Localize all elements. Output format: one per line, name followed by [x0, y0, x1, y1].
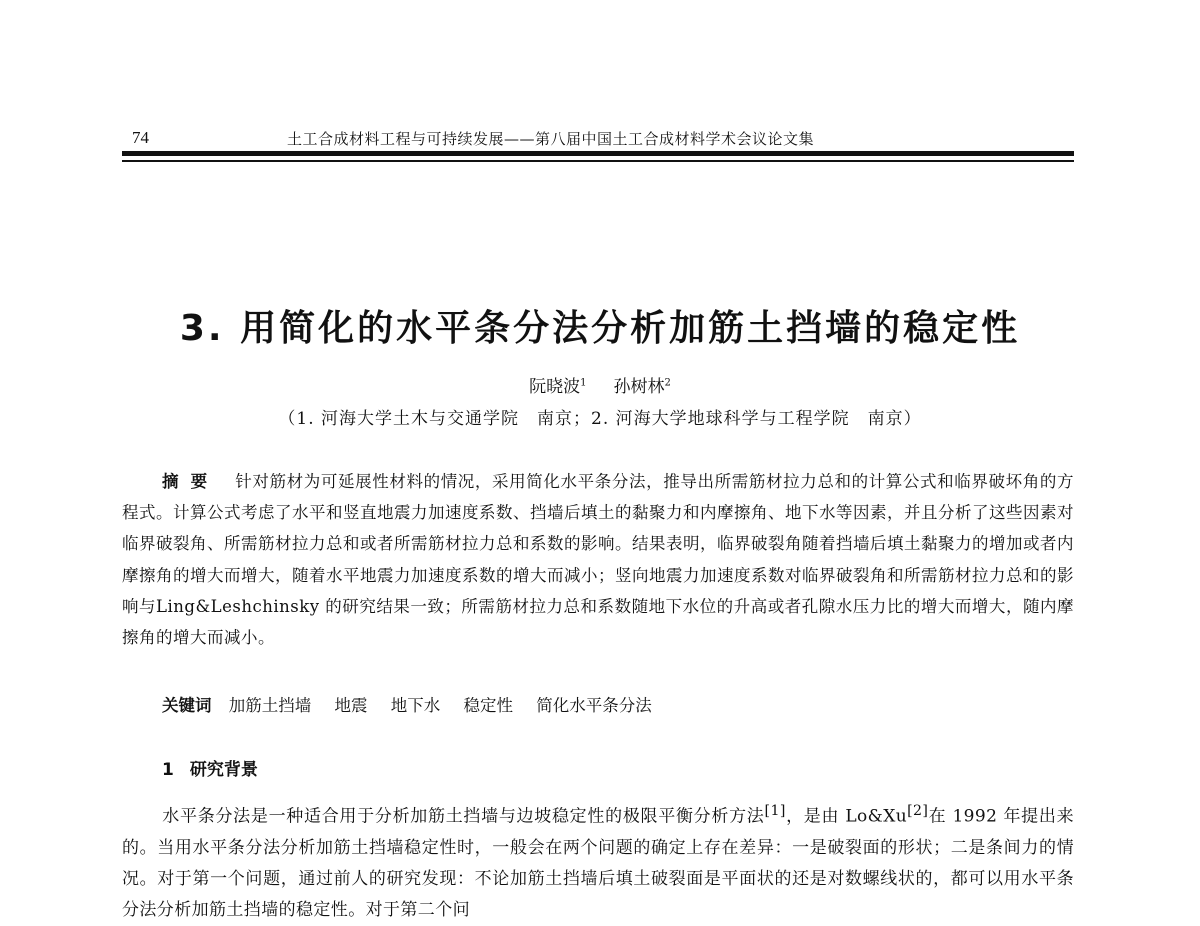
- author-line: [0, 372, 1200, 397]
- keyword: 加筋土挡墙: [228, 696, 312, 715]
- header-rule-thick: [122, 151, 1074, 156]
- keywords: [162, 692, 670, 716]
- author-name: 孙树林: [613, 377, 665, 397]
- affiliation: （1. 河海大学土木与交通学院 南京；2. 河海大学地球科学与工程学院 南京）: [278, 409, 922, 429]
- running-header: [122, 128, 1074, 150]
- keyword: 简化水平条分法: [536, 696, 652, 715]
- header-rule-thin: [122, 160, 1074, 162]
- author-affil-mark: 2: [664, 377, 671, 389]
- body-text-part: 水平条分法是一种适合用于分析加筋土挡墙与边坡稳定性的极限平衡分析方法: [162, 806, 765, 827]
- keyword: 稳定性: [463, 696, 513, 715]
- abstract-label: 摘要: [162, 472, 220, 491]
- page-number: 74: [132, 128, 149, 147]
- author-affil-mark: 1: [580, 377, 587, 389]
- abstract-text: 针对筋材为可延展性材料的情况，采用简化水平条分法，推导出所需筋材拉力总和的计算公式和临界破坏角的方程式。计算公式考虑了水平和竖直地震力加速度系数、挡墙后填土的黏聚力和内摩擦角、地下水等因素，并且分析了这些因素对临界破裂角、所需筋材拉力总和或者所需筋材拉力总和系数的影响。结果表明，临界破裂角随着挡墙后填土黏聚力的增加或者内摩擦角的增大而增大，随着水平地震力加速度系数的增大而减小；竖向地震力加速度系数对临界破裂角和所需筋材拉力总和的影响与Ling&Leshchinsky 的研究结果一致；所需筋材拉力总和系数随地下水位的升高或者孔隙水压力比的增大而增大，随内摩擦角的增大而减小。: [122, 472, 1075, 648]
- body-text-part: ，是由 Lo&Xu: [785, 806, 908, 827]
- keyword: 地下水: [390, 696, 441, 715]
- author-name: 阮晓波: [529, 377, 581, 397]
- citation-ref: [1]: [764, 803, 786, 819]
- section-heading: [162, 755, 258, 780]
- body-text-part: 在 1992 年提出来的。当用水平条分法分析加筋土挡墙稳定性时，一般会在两个问题的确定上存在差异：一是破裂面的形状；二是条间力的情况。对于第一个问题，通过前人的研究发现：不论加筋土挡墙后填土破裂面是平面状的还是对数螺线状的，都可以用水平条分法分析加筋土挡墙的稳定性。对于第二个问: [122, 806, 1074, 920]
- keyword: 地震: [334, 696, 368, 715]
- section-number: 1: [162, 760, 174, 780]
- keywords-label: 关键词: [162, 696, 212, 715]
- running-title: 土工合成材料工程与可持续发展——第八届中国土工合成材料学术会议论文集: [287, 130, 815, 148]
- abstract: [122, 466, 1074, 653]
- paper-title: 3. 用简化的水平条分法分析加筋土挡墙的稳定性: [179, 308, 1021, 349]
- body-paragraph: [122, 796, 1074, 926]
- section-title: 研究背景: [189, 760, 258, 780]
- citation-ref: [2]: [907, 803, 929, 819]
